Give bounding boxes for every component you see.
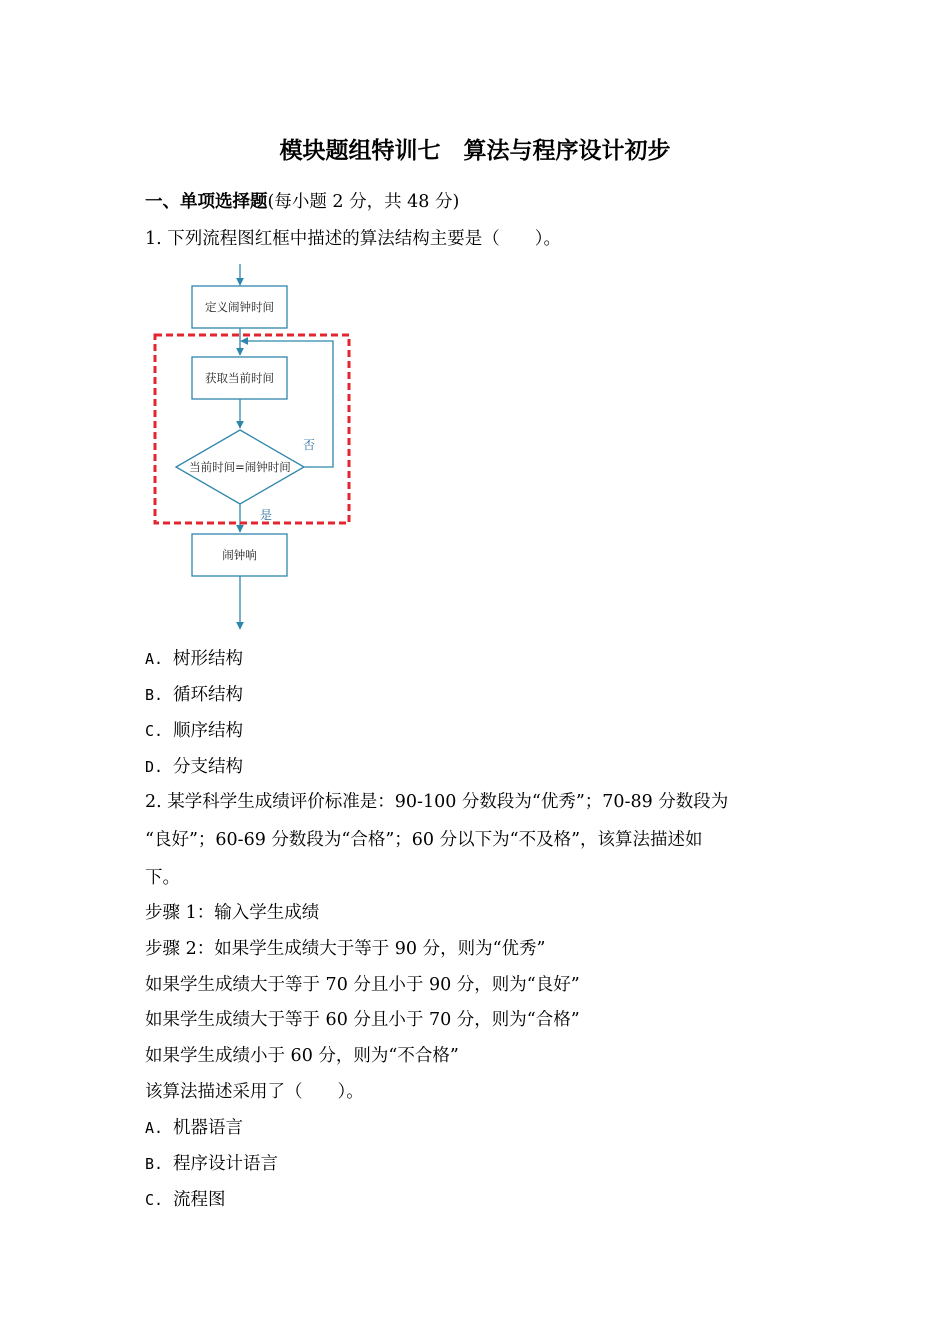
page-title: 模块题组特训七 算法与程序设计初步	[279, 138, 671, 164]
flow-box-alarm-ring-label: 闹钟响	[222, 548, 257, 562]
q1-flowchart	[140, 258, 380, 638]
flow-decision-label: 当前时间=闹钟时间	[189, 460, 291, 474]
q2-stem-line2: “良好”；60-69 分数段为“合格”；60 分以下为“不及格”，该算法描述如	[145, 830, 703, 850]
q2-option-b: B. 程序设计语言	[145, 1154, 278, 1174]
section-heading-text: 一、单项选择题	[145, 192, 268, 212]
q2-step-2d: 如果学生成绩小于 60 分，则为“不合格”	[145, 1046, 459, 1066]
flow-yes-label: 是	[260, 508, 273, 522]
q2-option-c: C. 流程图	[145, 1190, 226, 1210]
q2-option-a: A. 机器语言	[145, 1118, 243, 1138]
q1-option-b: B. 循环结构	[145, 685, 243, 705]
q2-stem-line3: 下。	[145, 868, 180, 888]
q1-stem: 1. 下列流程图红框中描述的算法结构主要是（ ）。	[145, 229, 562, 249]
q2-step-2: 步骤 2：如果学生成绩大于等于 90 分，则为“优秀”	[145, 939, 546, 959]
section-heading	[145, 190, 459, 214]
q1-option-a: A. 树形结构	[145, 649, 243, 669]
flow-no-label: 否	[303, 438, 316, 452]
flow-box-define-alarm-label: 定义闹钟时间	[205, 300, 274, 314]
q1-option-c: C. 顺序结构	[145, 721, 243, 741]
section-note: (每小题 2 分，共 48 分)	[267, 192, 460, 212]
q2-question: 该算法描述采用了（ ）。	[145, 1082, 364, 1102]
q2-step-2c: 如果学生成绩大于等于 60 分且小于 70 分，则为“合格”	[145, 1010, 580, 1030]
flow-box-get-time-label: 获取当前时间	[205, 371, 274, 385]
q2-stem-line1: 2. 某学科学生成绩评价标准是：90-100 分数段为“优秀”；70-89 分数段为	[145, 792, 729, 812]
q2-step-1: 步骤 1：输入学生成绩	[145, 903, 320, 923]
q1-option-d: D. 分支结构	[145, 757, 243, 777]
q2-step-2b: 如果学生成绩大于等于 70 分且小于 90 分，则为“良好”	[145, 975, 580, 995]
